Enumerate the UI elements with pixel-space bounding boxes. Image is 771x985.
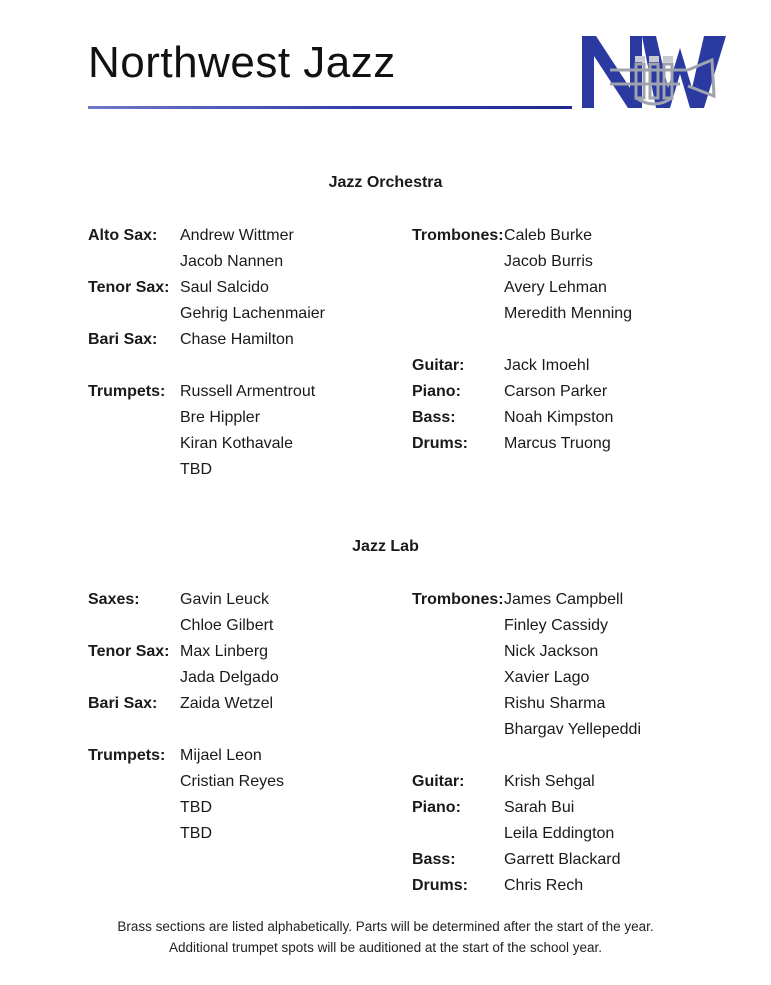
instrument-label: Drums:: [412, 435, 469, 452]
instrument-label: Bass:: [412, 409, 456, 426]
member-name: Gavin Leuck: [180, 591, 269, 608]
footnote-line-1: Brass sections are listed alphabetically. Parts will be determined after the start of the year.: [117, 919, 654, 934]
instrument-label: Piano:: [412, 799, 461, 816]
member-name: Cristian Reyes: [180, 773, 285, 790]
member-name: Garrett Blackard: [504, 851, 621, 868]
instrument-label: Trombones:: [412, 591, 504, 608]
member-name: Chloe Gilbert: [180, 617, 274, 634]
instrument-label: Piano:: [412, 383, 461, 400]
member-name: Bre Hippler: [180, 409, 261, 426]
instrument-label: Alto Sax:: [88, 227, 158, 244]
member-name: Russell Armentrout: [180, 383, 316, 400]
instrument-label: Bass:: [412, 851, 456, 868]
northwest-logo: [580, 30, 728, 114]
member-name: Gehrig Lachenmaier: [180, 305, 325, 322]
member-name: Carson Parker: [504, 383, 608, 400]
member-name: Krish Sehgal: [504, 773, 595, 790]
member-name: Jack Imoehl: [504, 357, 590, 374]
member-name: Jacob Nannen: [180, 253, 284, 270]
member-name: TBD: [180, 825, 212, 842]
member-name: Saul Salcido: [180, 279, 269, 296]
member-name: Jada Delgado: [180, 669, 279, 686]
member-name: Avery Lehman: [504, 279, 607, 296]
member-name: Sarah Bui: [504, 799, 575, 816]
member-name: Caleb Burke: [504, 227, 593, 244]
instrument-label: Trumpets:: [88, 747, 166, 764]
instrument-label: Bari Sax:: [88, 331, 158, 348]
instrument-label: Guitar:: [412, 773, 465, 790]
member-name: Zaida Wetzel: [180, 695, 274, 712]
member-name: TBD: [180, 461, 212, 478]
instrument-label: Tenor Sax:: [88, 643, 170, 660]
member-name: Nick Jackson: [504, 643, 599, 660]
member-name: Mijael Leon: [180, 747, 262, 764]
logo-graphic: [580, 30, 728, 114]
title-divider: [88, 106, 572, 109]
footnote: [0, 916, 771, 958]
member-name: Jacob Burris: [504, 253, 593, 270]
member-name: Chase Hamilton: [180, 331, 294, 348]
member-name: Max Linberg: [180, 643, 269, 660]
instrument-label: Trombones:: [412, 227, 504, 244]
member-name: Andrew Wittmer: [180, 227, 294, 244]
member-name: Rishu Sharma: [504, 695, 606, 712]
member-name: Marcus Truong: [504, 435, 611, 452]
instrument-label: Guitar:: [412, 357, 465, 374]
member-name: James Campbell: [504, 591, 624, 608]
section-title-jazz-lab: Jazz Lab: [352, 538, 419, 555]
section-title-jazz-orchestra: Jazz Orchestra: [328, 174, 443, 191]
page-title: Northwest Jazz: [88, 38, 396, 87]
member-name: Chris Rech: [504, 877, 584, 894]
instrument-label: Tenor Sax:: [88, 279, 170, 296]
instrument-label: Drums:: [412, 877, 469, 894]
member-name: Xavier Lago: [504, 669, 590, 686]
member-name: Kiran Kothavale: [180, 435, 293, 452]
instrument-label: Trumpets:: [88, 383, 166, 400]
member-name: Meredith Menning: [504, 305, 633, 322]
member-name: Finley Cassidy: [504, 617, 609, 634]
footnote-line-2: Additional trumpet spots will be auditioned at the start of the school year.: [168, 940, 602, 955]
member-name: Bhargav Yellepeddi: [504, 721, 642, 738]
member-name: Leila Eddington: [504, 825, 615, 842]
member-name: TBD: [180, 799, 212, 816]
instrument-label: Bari Sax:: [88, 695, 158, 712]
member-name: Noah Kimpston: [504, 409, 614, 426]
instrument-label: Saxes:: [88, 591, 140, 608]
